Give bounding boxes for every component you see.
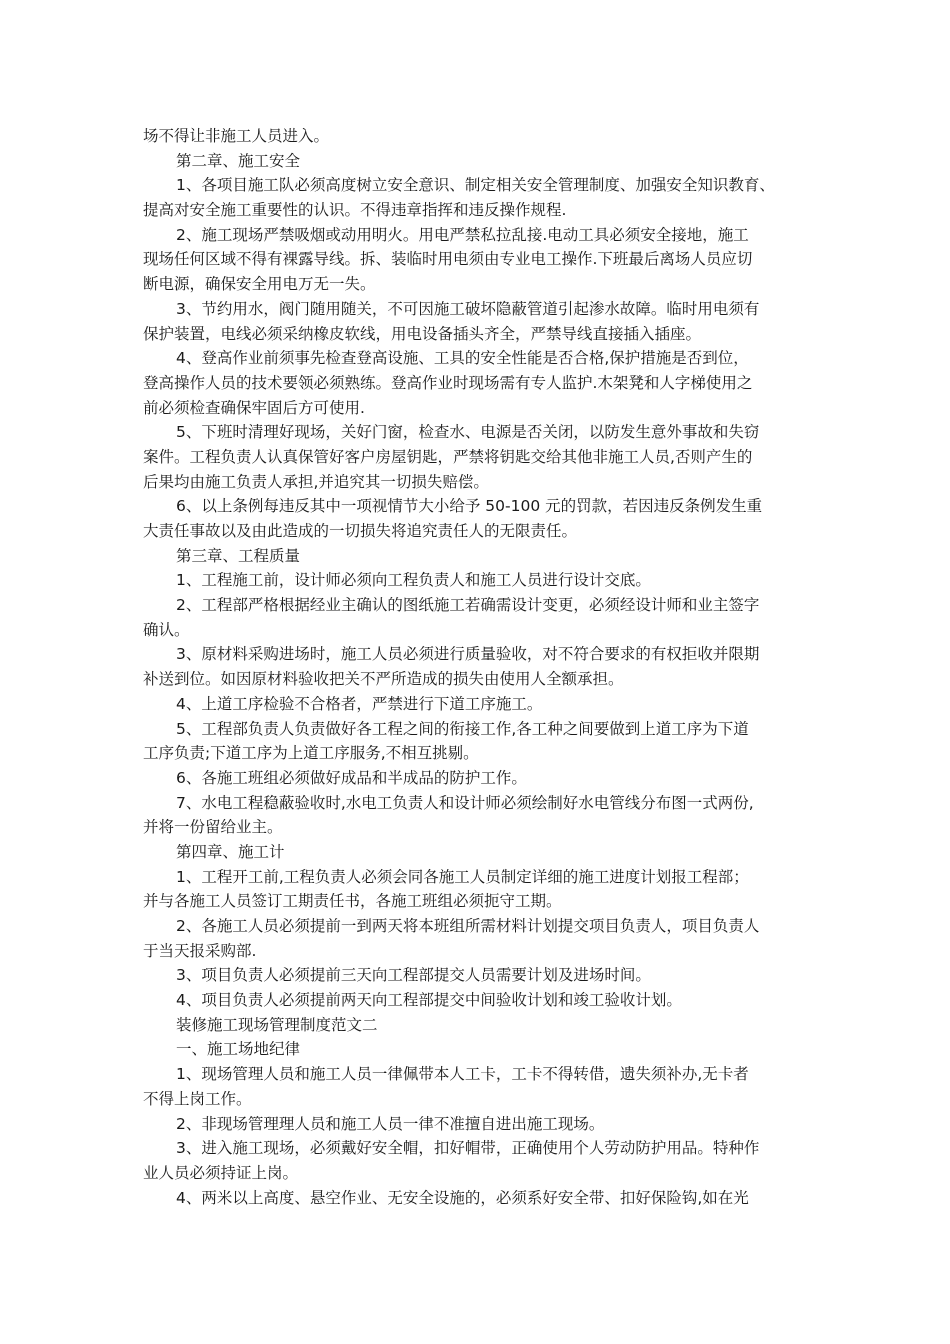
text-line: 3、节约用水，阀门随用随关，不可因施工破坏隐蔽管道引起渗水故障。临时用电须有	[176, 299, 760, 318]
text-line: 1、各项目施工队必须高度树立安全意识、制定相关安全管理制度、加强安全知识教育、	[176, 176, 775, 195]
text-line: 1、工程施工前，设计师必须向工程负责人和施工人员进行设计交底。	[176, 571, 651, 590]
text-line: 第三章、工程质量	[176, 546, 301, 565]
text-line: 6、各施工班组必须做好成品和半成品的防护工作。	[176, 768, 527, 787]
text-line: 6、以上条例每违反其中一项视情节大小给予 50-100 元的罚款，若因违反条例发生重	[176, 497, 763, 516]
text-line: 案件。工程负责人认真保管好客户房屋钥匙，严禁将钥匙交给其他非施工人员,否则产生的	[143, 447, 753, 466]
text-line: 2、工程部严格根据经业主确认的图纸施工若确需设计变更，必须经设计师和业主签字	[176, 596, 760, 615]
text-line: 3、进入施工现场，必须戴好安全帽，扣好帽带，正确使用个人劳动防护用品。特种作	[176, 1139, 760, 1158]
text-line: 第二章、施工安全	[176, 151, 301, 170]
document-body	[143, 124, 811, 1210]
text-line: 提高对安全施工重要性的认识。不得违章指挥和违反操作规程.	[143, 201, 567, 220]
text-line: 4、项目负责人必须提前两天向工程部提交中间验收计划和竣工验收计划。	[176, 991, 682, 1010]
text-line: 3、项目负责人必须提前三天向工程部提交人员需要计划及进场时间。	[176, 966, 651, 985]
text-line: 一、施工场地纪律	[176, 1040, 301, 1059]
text-line: 3、原材料采购进场时，施工人员必须进行质量验收，对不符合要求的有权拒收并限期	[176, 645, 760, 664]
text-line: 2、各施工人员必须提前一到两天将本班组所需材料计划提交项目负责人，项目负责人	[176, 917, 760, 935]
text-line: 4、上道工序检验不合格者，严禁进行下道工序施工。	[176, 694, 543, 713]
text-line: 1、现场管理人员和施工人员一律佩带本人工卡，工卡不得转借，遗失须补办,无卡者	[176, 1065, 749, 1084]
text-line: 场不得让非施工人员进入。	[143, 127, 330, 145]
text-line: 前必须检查确保牢固后方可使用.	[143, 398, 365, 417]
text-line: 并与各施工人员签订工期责任书，各施工班组必须扼守工期。	[143, 892, 562, 911]
text-line: 现场任何区域不得有裸露导线。拆、装临时用电须由专业电工操作.下班最后离场人员应切	[143, 250, 753, 269]
text-line: 确认。	[143, 620, 190, 639]
text-line: 4、登高作业前须事先检查登高设施、工具的安全性能是否合格,保护措施是否到位，	[176, 349, 749, 368]
text-line: 装修施工现场管理制度范文二	[176, 1015, 378, 1034]
text-line: 1、工程开工前,工程负责人必须会同各施工人员制定详细的施工进度计划报工程部；	[176, 867, 749, 886]
text-line: 断电源，确保安全用电万无一失。	[143, 275, 376, 294]
text-line: 工序负责;下道工序为上道工序服务,不相互挑剔。	[143, 744, 479, 763]
text-line: 2、施工现场严禁吸烟或动用明火。用电严禁私拉乱接.电动工具必须安全接地，施工	[176, 225, 749, 244]
text-line: 登高操作人员的技术要领必须熟练。登高作业时现场需有专人监护.木架凳和人字梯使用之	[143, 373, 753, 392]
text-line: 7、水电工程稳蔽验收时,水电工负责人和设计师必须绘制好水电管线分布图一式两份,	[176, 793, 754, 812]
text-line: 业人员必须持证上岗。	[143, 1163, 299, 1182]
text-line: 保护装置，电线必须采纳橡皮软线，用电设备插头齐全，严禁导线直接插入插座。	[143, 324, 702, 343]
text-line: 补送到位。如因原材料验收把关不严所造成的损失由使用人全额承担。	[143, 670, 624, 689]
text-line: 4、两米以上高度、悬空作业、无安全设施的，必须系好安全带、扣好保险钩,如在光	[176, 1188, 749, 1207]
text-line: 于当天报采购部.	[143, 941, 257, 960]
text-line: 5、下班时清理好现场，关好门窗，检查水、电源是否关闭，以防发生意外事故和失窃	[176, 423, 760, 442]
text-line: 5、工程部负责人负责做好各工程之间的衔接工作,各工种之间要做到上道工序为下道	[176, 719, 749, 738]
text-line: 大责任事故以及由此造成的一切损失将追究责任人的无限责任。	[143, 522, 578, 540]
text-line: 第四章、施工计	[176, 842, 285, 861]
text-line: 后果均由施工负责人承担,并追究其一切损失赔偿。	[143, 472, 489, 491]
text-line: 不得上岗工作。	[143, 1089, 252, 1108]
text-line: 并将一份留给业主。	[143, 818, 283, 837]
text-line: 2、非现场管理理人员和施工人员一律不准擅自进出施工现场。	[176, 1114, 605, 1133]
